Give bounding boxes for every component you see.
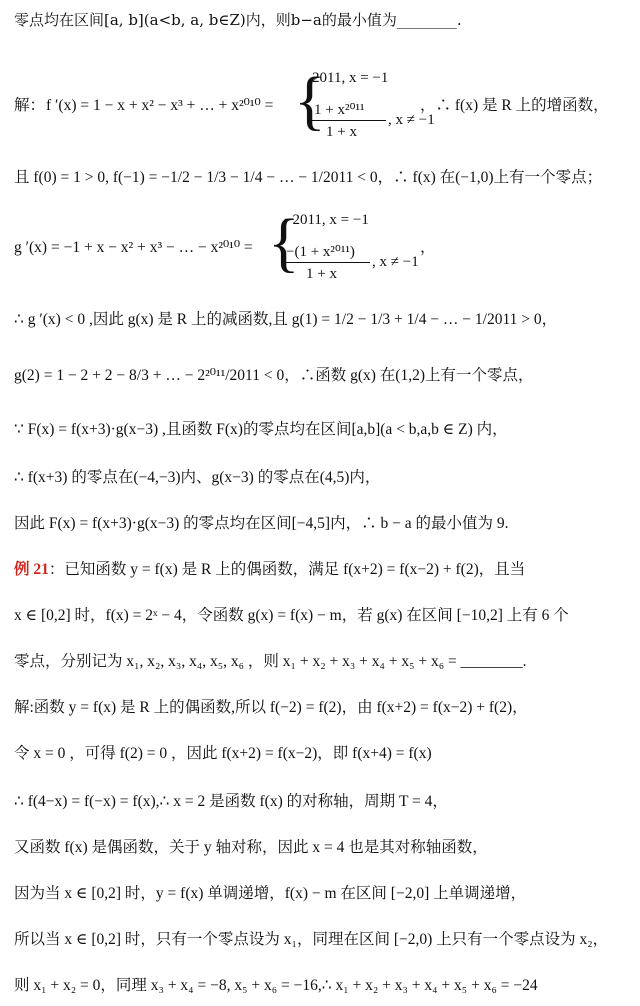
f-case-1: 2011, x = −1 [312, 70, 389, 86]
g-derivative-suffix: ， [420, 239, 436, 256]
g-case-2-denominator: 1 + x [306, 266, 337, 282]
example-21-label: 例 21 [14, 561, 49, 578]
example-21-solution-3: ∴ f(4−x) = f(−x) = f(x),∴ x = 2 是函数 f(x) 的对称轴，周期 T = 4， [14, 793, 448, 810]
F-definition-line: ∵ F(x) = f(x+3)·g(x−3) ,且函数 F(x)的零点均在区间[a,b](a < b,a,b ∈ Z) 内， [14, 421, 508, 438]
f-increasing-conclusion: ，∴ f(x) 是 R 上的增函数， [420, 97, 609, 114]
g-decreasing-line: ∴ g ′(x) < 0 ,因此 g(x) 是 R 上的减函数,且 g(1) = 1/2 − 1/3 + 1/4 − … − 1/2011 > 0， [14, 311, 558, 328]
g-zero-line: g(2) = 1 − 2 + 2 − 8/3 + … − 2²⁰¹¹/2011 < 0，∴函数 g(x) 在(1,2)上有一个零点， [14, 367, 534, 384]
g-case-2-numerator: −(1 + x²⁰¹¹) [286, 244, 355, 260]
answer-9-line: 因此 F(x) = f(x+3)·g(x−3) 的零点均在区间[−4,5]内，∴ b − a 的最小值为 9. [14, 515, 509, 532]
solution-prefix: 解： [14, 97, 46, 114]
example-21-solution-6: 所以当 x ∈ [0,2] 时，只有一个零点设为 x₁，同理在区间 [−2,0) 上只有一个零点设为 x₂， [14, 931, 609, 948]
left-brace-f: { [294, 64, 326, 137]
g-derivative-expression: g ′(x) = −1 + x − x² + x³ − … − x²⁰¹⁰ = [14, 239, 253, 256]
left-brace-g: { [268, 206, 300, 279]
f-case-2-denominator: 1 + x [326, 124, 357, 140]
f-case-2-condition: , x ≠ −1 [388, 112, 435, 128]
example-21-solution-5: 因为当 x ∈ [0,2] 时，y = f(x) 单调递增，f(x) − m 在区间 [−2,0] 上单调递增， [14, 885, 527, 902]
example-21-final-line: 则 x₁ + x₂ = 0，同理 x₃ + x₄ = −8, x₅ + x₆ = −16,∴ x₁ + x₂ + x₃ + x₄ + x₅ + x₆ = −24 [14, 977, 538, 994]
example-21-condition-line: x ∈ [0,2] 时，f(x) = 2ˣ − 4，令函数 g(x) = f(x) − m，若 g(x) 在区间 [−10,2] 上有 6 个 [14, 607, 569, 624]
example-21-solution-4: 又函数 f(x) 是偶函数，关于 y 轴对称，因此 x = 4 也是其对称轴函数， [14, 839, 488, 856]
example-21-text: ：已知函数 y = f(x) 是 R 上的偶函数，满足 f(x+2) = f(x−2) + f(2)，且当 [48, 561, 526, 578]
g-case-2-condition: , x ≠ −1 [372, 254, 419, 270]
example-21-solution-1: 解:函数 y = f(x) 是 R 上的偶函数,所以 f(−2) = f(2)，由 f(x+2) = f(x−2) + f(2)， [14, 699, 528, 716]
f-derivative-expression: f ′(x) = 1 − x + x² − x³ + … + x²⁰¹⁰ = [46, 97, 274, 114]
zero-intervals-line: ∴ f(x+3) 的零点在(−4,−3)内、g(x−3) 的零点在(4,5)内， [14, 469, 381, 486]
example-21-solution-2: 令 x = 0 ，可得 f(2) = 0 ，因此 f(x+2) = f(x−2)，即 f(x+4) = f(x) [14, 745, 432, 762]
g-case-1: −2011, x = −1 [284, 212, 369, 228]
problem-tail-line: 零点均在区间[a, b](a<b, a, b∈Z)内，则b−a的最小值为________. [14, 11, 462, 29]
f-case-2-fraction-bar [312, 120, 386, 121]
f-zero-line: 且 f(0) = 1 > 0, f(−1) = −1/2 − 1/3 − 1/4 − … − 1/2011 < 0，∴ f(x) 在(−1,0)上有一个零点； [14, 169, 603, 186]
g-case-2-fraction-bar [284, 262, 370, 263]
example-21-line [14, 560, 628, 580]
example-21-question-line: 零点，分别记为 x₁, x₂, x₃, x₄, x₅, x₆ ，则 x₁ + x₂ + x₃ + x₄ + x₅ + x₆ = ________. [14, 653, 527, 670]
f-case-2-numerator: 1 + x²⁰¹¹ [314, 102, 365, 118]
